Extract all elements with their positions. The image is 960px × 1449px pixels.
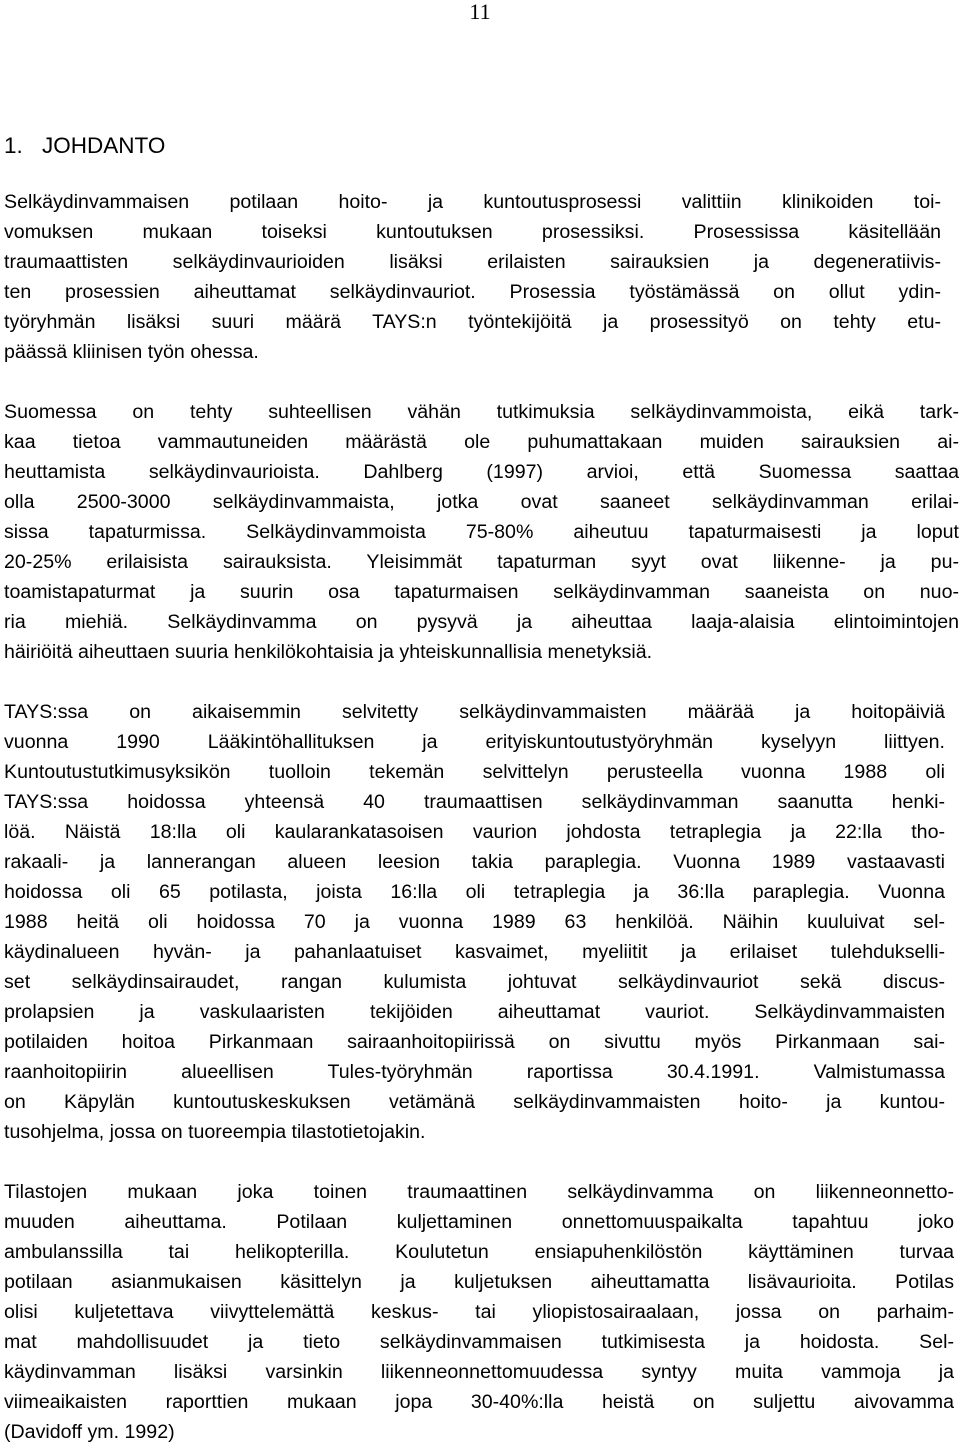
- text-line: olisi kuljetettava viivyttelemättä keskus- tai yliopistosairaalaan, jossa on parhaim-: [4, 1301, 954, 1323]
- text-line: työryhmän lisäksi suuri määrä TAYS:n työntekijöitä ja prosessityö on tehty etu-: [4, 311, 941, 333]
- section-title: JOHDANTO: [42, 133, 166, 158]
- paragraph-1: [4, 187, 941, 367]
- text-line: mat mahdollisuudet ja tieto selkäydinvammaisen tutkimisesta ja hoidosta. Sel-: [4, 1331, 954, 1353]
- text-line: vuonna 1990 Lääkintöhallituksen ja erityiskuntoutustyöryhmän kyselyyn liittyen.: [4, 731, 945, 753]
- section-number: 1.: [4, 133, 23, 158]
- text-line: käydinvamman lisäksi varsinkin liikenneonnettomuudessa syntyy muita vammoja ja: [4, 1361, 954, 1383]
- text-line: (Davidoff ym. 1992): [4, 1421, 175, 1443]
- text-line: muuden aiheuttama. Potilaan kuljettaminen onnettomuuspaikalta tapahtuu joko: [4, 1211, 954, 1233]
- text-line: Suomessa on tehty suhteellisen vähän tutkimuksia selkäydinvammoista, eikä tark-: [4, 401, 959, 423]
- text-line: ria miehiä. Selkäydinvamma on pysyvä ja aiheuttaa laaja-alaisia elintoimintojen: [4, 611, 959, 633]
- text-line: löä. Näistä 18:lla oli kaularankatasoisen vaurion johdosta tetraplegia ja 22:lla tho-: [4, 821, 945, 843]
- text-line: potilaiden hoitoa Pirkanmaan sairaanhoitopiirissä on sivuttu myös Pirkanmaan sai-: [4, 1031, 945, 1053]
- text-line: 1988 heitä oli hoidossa 70 ja vuonna 1989 63 henkilöä. Näihin kuuluivat sel-: [4, 911, 945, 933]
- text-line: 20-25% erilaisista sairauksista. Yleisimmät tapaturman syyt ovat liikenne- ja pu-: [4, 551, 959, 573]
- text-line: traumaattisten selkäydinvaurioiden lisäksi erilaisten sairauksien ja degeneratiivis-: [4, 251, 941, 273]
- text-line: on Käpylän kuntoutuskeskuksen vetämänä selkäydinvammaisten hoito- ja kuntou-: [4, 1091, 945, 1113]
- text-line: tusohjelma, jossa on tuoreempia tilastotietojakin.: [4, 1121, 426, 1143]
- text-line: häiriöitä aiheuttaen suuria henkilökohtaisia ja yhteiskunnallisia menetyksiä.: [4, 641, 653, 663]
- text-line: sissa tapaturmissa. Selkäydinvammoista 75-80% aiheutuu tapaturmaisesti ja loput: [4, 521, 959, 543]
- text-line: kaa tietoa vammautuneiden määrästä ole puhumattakaan muiden sairauksien ai-: [4, 431, 959, 453]
- text-line: potilaan asianmukaisen käsittelyn ja kuljetuksen aiheuttamatta lisävaurioita. Potilas: [4, 1271, 954, 1293]
- text-line: päässä kliinisen työn ohessa.: [4, 341, 259, 363]
- text-line: viimeaikaisten raporttien mukaan jopa 30-40%:lla heistä on suljettu aivovamma: [4, 1391, 954, 1413]
- text-line: vomuksen mukaan toiseksi kuntoutuksen prosessiksi. Prosessissa käsitellään: [4, 221, 941, 243]
- text-line: heuttamista selkäydinvaurioista. Dahlberg (1997) arvioi, että Suomessa saattaa: [4, 461, 959, 483]
- text-line: rakaali- ja lannerangan alueen leesion takia paraplegia. Vuonna 1989 vastaavasti: [4, 851, 945, 873]
- text-line: olla 2500-3000 selkäydinvammaista, jotka ovat saaneet selkäydinvamman erilai-: [4, 491, 959, 513]
- text-line: toamistapaturmat ja suurin osa tapaturmaisen selkäydinvamman saaneista on nuo-: [4, 581, 959, 603]
- page-number: 11: [469, 0, 491, 24]
- text-line: ten prosessien aiheuttamat selkäydinvauriot. Prosessia työstämässä on ollut ydin-: [4, 281, 941, 303]
- text-line: Tilastojen mukaan joka toinen traumaattinen selkäydinvamma on liikenneonnetto-: [4, 1181, 954, 1203]
- text-line: Selkäydinvammaisen potilaan hoito- ja kuntoutusprosessi valittiin klinikoiden toi-: [4, 191, 941, 213]
- text-line: prolapsien ja vaskulaaristen tekijöiden aiheuttamat vauriot. Selkäydinvammaisten: [4, 1001, 945, 1023]
- section-heading: [4, 131, 165, 161]
- text-line: hoidossa oli 65 potilasta, joista 16:lla oli tetraplegia ja 36:lla paraplegia. Vuonna: [4, 881, 945, 903]
- text-line: TAYS:ssa hoidossa yhteensä 40 traumaattisen selkäydinvamman saanutta henki-: [4, 791, 945, 813]
- text-line: set selkäydinsairaudet, rangan kulumista johtuvat selkäydinvauriot sekä discus-: [4, 971, 945, 993]
- paragraph-2: [4, 397, 959, 667]
- text-line: käydinalueen hyvän- ja pahanlaatuiset kasvaimet, myeliitit ja erilaiset tulehdukselli-: [4, 941, 945, 963]
- text-line: raanhoitopiirin alueellisen Tules-työryhmän raportissa 30.4.1991. Valmistumassa: [4, 1061, 945, 1083]
- text-line: TAYS:ssa on aikaisemmin selvitetty selkäydinvammaisten määrää ja hoitopäiviä: [4, 701, 945, 723]
- paragraph-3: [4, 697, 945, 1147]
- text-line: ambulanssilla tai helikopterilla. Koulutetun ensiapuhenkilöstön käyttäminen turvaa: [4, 1241, 954, 1263]
- paragraph-4: [4, 1177, 954, 1447]
- text-line: Kuntoutustutkimusyksikön tuolloin tekemän selvittelyn perusteella vuonna 1988 oli: [4, 761, 945, 783]
